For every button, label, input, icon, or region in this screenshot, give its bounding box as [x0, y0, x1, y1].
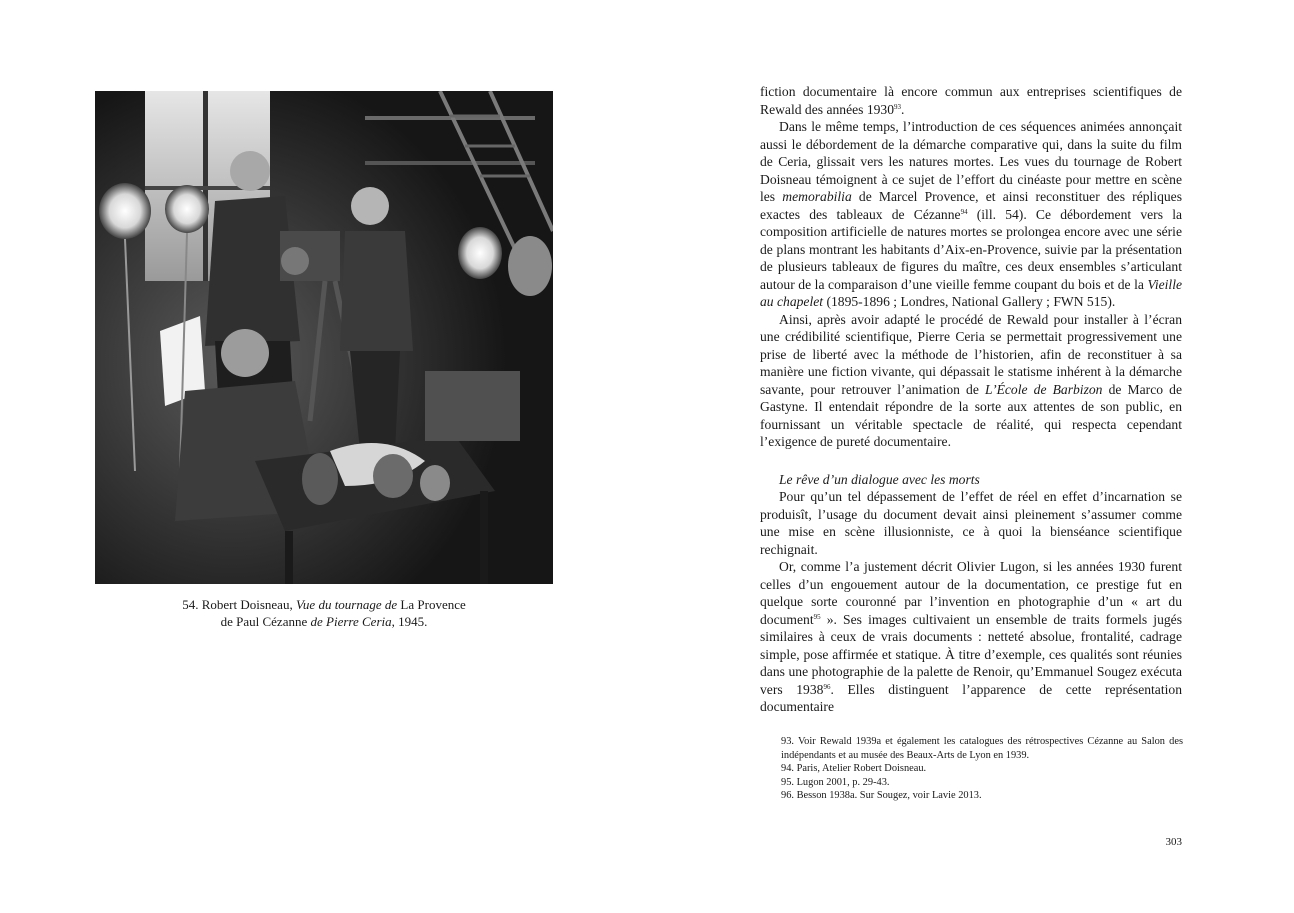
text-run: de Marco de Gastyne. Il entendait répondre de la sorte aux attentes de son public, en fournissant un véritable spectacle de réalité, qui respecta cependant l’exigence de pureté documentaire.: [760, 381, 1182, 449]
caption-text: 54. Robert Doisneau,: [182, 597, 296, 612]
figure-caption: [95, 596, 553, 630]
text-run: Dans le même temps, l’introduction de ces séquences animées annonçait aussi le débordement de la démarche comparative qui, dans la suite du film de Ceria, glissait vers les natures mortes. Les vues du tournage de Robert Doisneau témoignent à ce sujet de l’effort du cinéaste pour mettre en scène les: [760, 119, 1182, 204]
text-run: ». Ses images cultivaient un ensemble de traits formels jugés similaires à ceux de vrais documents : netteté absolue, frontalité, cadrage simple, pose affirmée et statique. À titre d’exemple, ces qualités sont réunies dans une photographie de la palette de Renoir, qu’Emmanuel Sougez exécuta vers 1938: [760, 611, 1182, 697]
footnote-96: 96. Besson 1938a. Sur Sougez, voir Lavie 2013.: [781, 790, 982, 802]
caption-text: La Provence: [397, 597, 466, 612]
text-run: Ainsi, après avoir adapté le procédé de Rewald pour installer à l’écran une crédibilité scientifique, Pierre Ceria se permettait progressivement une prise de liberté avec la méthode de l’historien, afin de reconstituer à sa manière une fiction vivante, qui dépassait le statisme inhérent à la démarche savante, pour retrouver l’animation de: [760, 311, 1182, 397]
caption-line-1: [95, 596, 553, 613]
footnote-95: 95. Lugon 2001, p. 29-43.: [781, 776, 890, 788]
text-run: de Marcel Provence, et ainsi reconstituer des répliques exactes des tableaux de Cézanne: [760, 189, 1183, 222]
artwork-title: Vieille au chapelet: [760, 276, 1182, 309]
footnote-ref-96[interactable]: 96: [823, 682, 831, 691]
text-run: .: [901, 101, 905, 117]
paragraph-5: [760, 558, 1182, 716]
caption-text: , 1945.: [391, 614, 428, 629]
paragraph-2: [760, 118, 1182, 311]
right-page: [647, 0, 1294, 913]
text-run: Or, comme l’a justement décrit Olivier Lugon, si les années 1930 furent celles d’un engouement autour de la documentation, ce prestige fut en quelque sorte couronné par l’invention en photographie d’un « art du document: [760, 559, 1182, 627]
italic-term: memorabilia: [782, 189, 852, 204]
page-number: 303: [1165, 836, 1182, 848]
caption-line-2: [95, 613, 553, 630]
footnote-93: 93. Voir Rewald 1939a et également les catalogues des rétrospectives Cézanne au Salon des indépendants et au musée des Beaux-Arts de Lyon en 1939.: [781, 736, 1183, 761]
text-run: (1895-1896 ; Londres, National Gallery ; FWN 515).: [823, 294, 1116, 309]
footnote-ref-93[interactable]: 93: [894, 102, 902, 111]
paragraph-4: Pour qu’un tel dépassement de l’effet de réel en effet d’incarnation se produisît, l’usage du document devait ainsi pleinement s’assumer comme une mise en scène illusionniste, ce à quoi la bienséance scientifique rechignait.: [760, 489, 1182, 557]
photo-illustration: [95, 91, 553, 584]
caption-italic: de Pierre Ceria: [310, 614, 392, 629]
text-run: fiction documentaire là encore commun aux entreprises scientifiques de Rewald des années 1930: [760, 84, 1182, 117]
film-title: L’École de Barbizon: [985, 381, 1103, 397]
figure-54-photo: [95, 91, 553, 584]
text-run: . Elles distinguent l’apparence de cette représentation documentaire: [760, 681, 1182, 714]
section-heading: Le rêve d’un dialogue avec les morts: [779, 471, 980, 487]
paragraph-3: [760, 311, 1182, 451]
footnote-ref-95[interactable]: 95: [813, 612, 821, 621]
footnote-ref-94[interactable]: 94: [960, 207, 968, 216]
footnote-94: 94. Paris, Atelier Robert Doisneau.: [781, 763, 927, 775]
footnotes: [781, 735, 1183, 803]
paragraph-1: [760, 83, 1182, 118]
caption-italic: Vue du tournage de: [295, 597, 398, 612]
caption-text: de Paul Cézanne: [220, 614, 311, 629]
body-text: [760, 83, 1182, 716]
text-run: (ill. 54). Ce débordement vers la composition artificielle de natures mortes se prolongea encore avec une série de plans montrant les habitants d’Aix-en-Provence, suivie par la présentation de plusieurs tableaux de figures du maître, ces deux ensembles s’articulant autour de la comparaison d’une vieille femme coupant du bois et de la: [760, 206, 1183, 292]
